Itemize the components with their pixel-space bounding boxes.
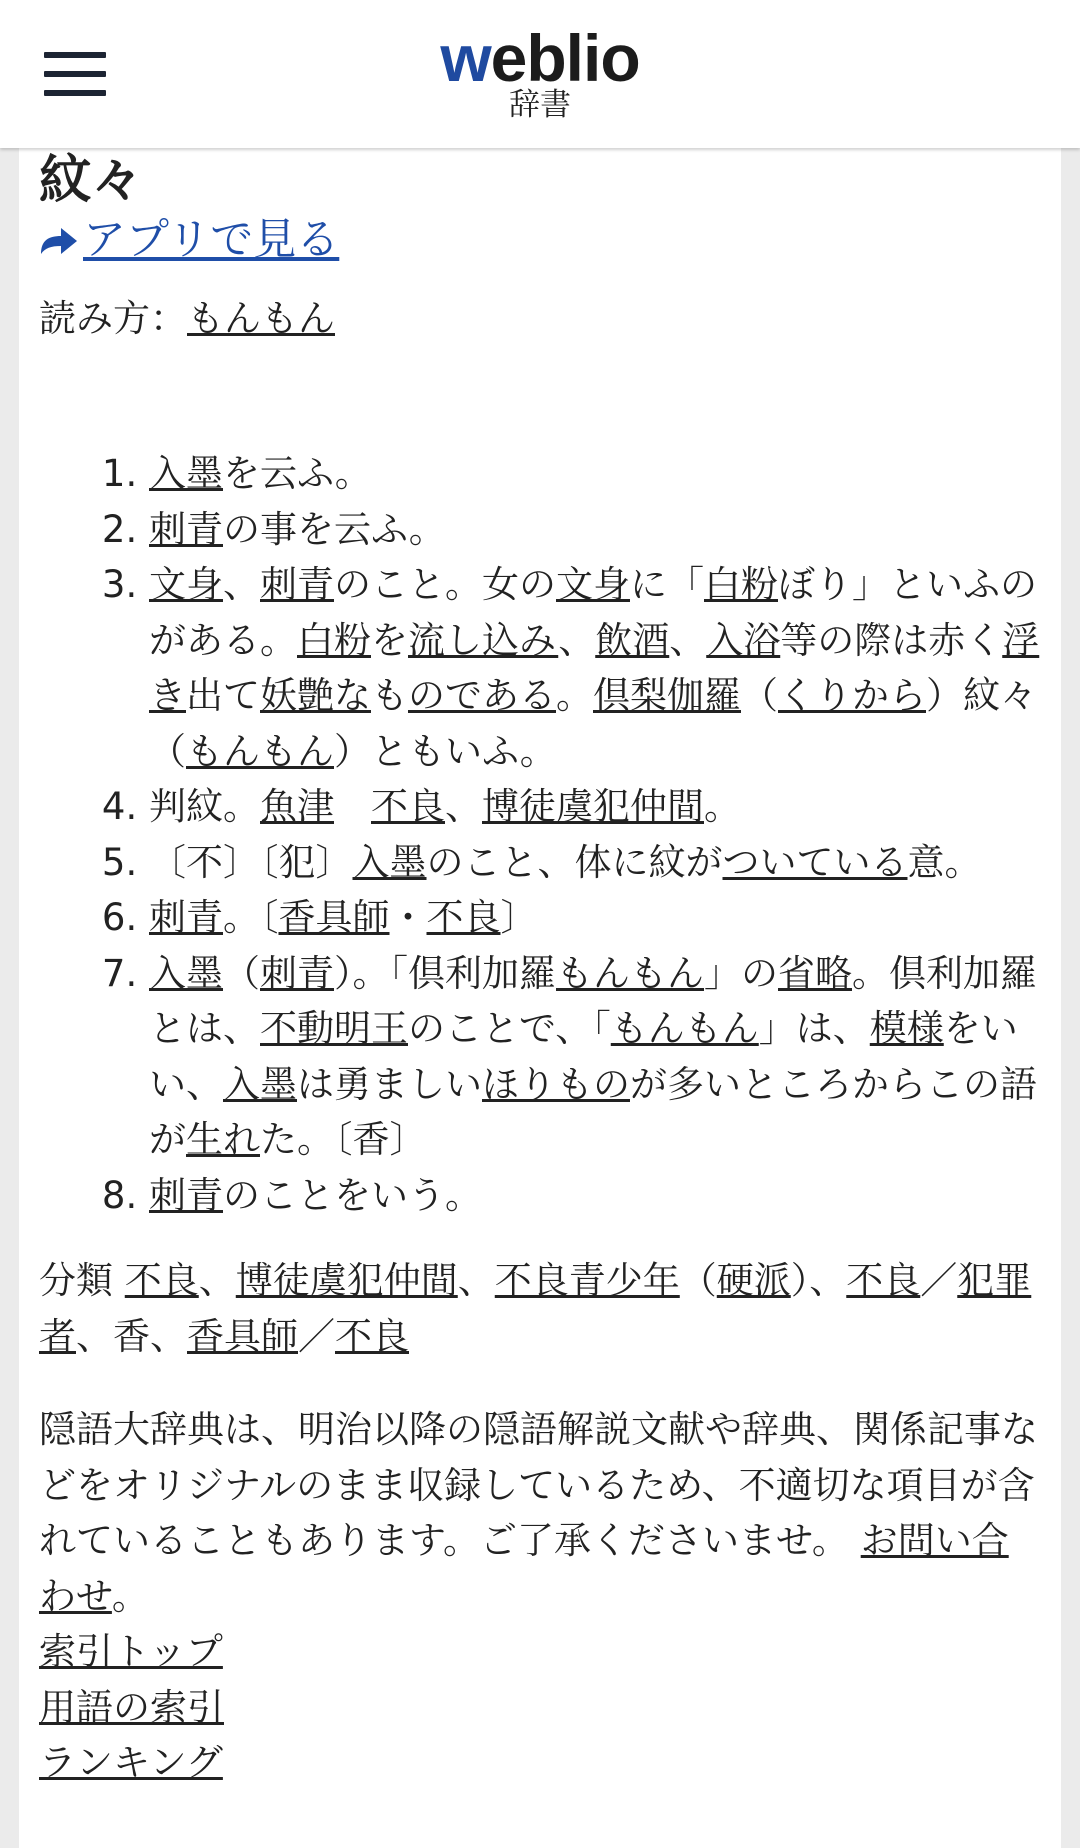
term-link[interactable]: 不良青少年 — [494, 1259, 680, 1302]
term-link[interactable]: 省略 — [778, 951, 852, 995]
term-link[interactable]: 硬派 — [716, 1259, 791, 1302]
term-link[interactable]: 不動明王 — [260, 1007, 408, 1050]
term-link[interactable]: 入墨 — [149, 452, 223, 495]
term-link[interactable]: 浮き — [149, 618, 1040, 717]
term-link[interactable]: 魚津 — [260, 785, 334, 828]
term-link[interactable]: 飲酒 — [595, 618, 670, 662]
text-segment: ）、 — [790, 1259, 847, 1302]
term-link[interactable]: 文身 — [149, 563, 223, 606]
term-link[interactable]: 入墨 — [149, 951, 223, 995]
term-link[interactable]: 不良 — [426, 896, 501, 939]
term-link[interactable]: のである — [408, 674, 556, 717]
text-segment: 等の際は赤く — [780, 618, 1003, 662]
text-segment: 判紋。 — [149, 785, 260, 828]
text-segment — [334, 785, 371, 828]
definition-item — [149, 502, 1041, 558]
text-segment: （ — [223, 951, 260, 995]
text-segment: 、 — [457, 1259, 495, 1302]
category-line — [39, 1253, 1041, 1364]
text-segment: のことで、「 — [408, 1007, 611, 1050]
term-link[interactable]: 刺青 — [149, 1173, 223, 1217]
text-segment: に「 — [630, 563, 704, 606]
text-segment: をいい、 — [149, 1007, 1018, 1106]
text-segment: 」は、 — [758, 1007, 870, 1050]
text-segment: 出て — [186, 674, 260, 717]
text-segment: 、香、 — [76, 1314, 187, 1358]
text-segment: 。 — [704, 785, 741, 828]
text-segment: 、 — [198, 1259, 236, 1302]
entry-content — [19, 148, 1061, 1848]
page-title: 紋々 — [39, 151, 144, 211]
term-link[interactable]: 博徒虞犯仲間 — [482, 785, 704, 828]
text-segment: 。〔 — [223, 896, 279, 939]
text-segment: のこと。女の — [334, 563, 556, 606]
contact-link[interactable]: お問い合わせ — [39, 1519, 1009, 1618]
term-link[interactable]: 妖艶な — [260, 674, 371, 717]
text-segment: ）。「倶利加羅 — [334, 951, 556, 995]
term-link[interactable]: 模様 — [869, 1007, 944, 1050]
text-segment: が多いところからこの語が — [149, 1062, 1037, 1161]
term-index-link[interactable]: 用語の索引 — [39, 1685, 224, 1729]
text-segment: 、 — [445, 785, 482, 828]
term-link[interactable]: 白粉 — [704, 563, 778, 606]
text-segment: 〔不〕〔犯〕 — [149, 840, 353, 884]
text-segment: 、 — [223, 563, 260, 606]
footer-links — [39, 1624, 1041, 1791]
term-link[interactable]: 入墨 — [352, 840, 427, 884]
text-segment: のこと、体に紋が — [426, 840, 723, 884]
ranking-link[interactable]: ランキング — [39, 1741, 223, 1784]
text-segment: を云ふ。 — [223, 452, 372, 495]
term-link[interactable]: ついている — [722, 840, 908, 884]
term-link[interactable]: もんもん — [610, 1007, 759, 1050]
text-segment: た。〔香〕 — [260, 1118, 427, 1161]
text-segment: ぼり」といふのがある。 — [149, 563, 1037, 662]
term-link[interactable]: 不良 — [335, 1314, 409, 1358]
text-segment: 〕 — [500, 896, 538, 939]
text-segment: 、 — [669, 618, 707, 662]
term-link[interactable]: 不良 — [371, 785, 445, 828]
weblio-logo[interactable] — [0, 20, 1080, 122]
text-segment: 意。 — [907, 840, 982, 884]
text-segment: ／ — [920, 1259, 958, 1302]
term-link[interactable]: 犯罪者 — [39, 1259, 1032, 1358]
site-header — [0, 0, 1080, 148]
text-segment: 、 — [558, 618, 596, 662]
logo-subtitle: 辞書 — [509, 87, 571, 123]
definition-item — [149, 446, 1041, 502]
term-link[interactable]: 入墨 — [223, 1062, 297, 1106]
term-link[interactable]: 博徒虞犯仲間 — [235, 1259, 458, 1302]
text-segment: 。 — [556, 674, 593, 717]
open-in-app-label: アプリで見る — [83, 215, 340, 265]
term-link[interactable]: 生れ — [186, 1118, 260, 1161]
term-link[interactable]: 刺青 — [260, 951, 334, 995]
open-in-app-link[interactable] — [39, 212, 1041, 268]
reading — [39, 292, 1041, 346]
term-link[interactable]: 不良 — [846, 1259, 921, 1302]
definition-item — [149, 779, 1041, 835]
definition-item — [149, 1168, 1041, 1224]
disclaimer-text: 隠語大辞典は、明治以降の隠語解説文献や辞典、関係記事などをオリジナルのまま収録しているため、不適切な項目が含れていることもあります。ご了承くださいませ。 — [39, 1408, 1038, 1562]
text-segment: の事を云ふ。 — [223, 507, 446, 551]
term-link[interactable]: 香具師 — [187, 1314, 298, 1358]
definition-item — [149, 835, 1041, 891]
definition-item — [149, 890, 1041, 946]
share-arrow-icon — [39, 226, 79, 256]
term-link[interactable]: 刺青 — [260, 563, 334, 606]
text-segment: ／ — [298, 1314, 335, 1358]
text-segment: も — [371, 674, 408, 717]
text-segment: （ — [679, 1259, 717, 1302]
disclaimer-end: 。 — [111, 1574, 149, 1618]
term-link[interactable]: 倶梨伽羅 — [593, 674, 741, 717]
text-segment: 。倶利加羅とは、 — [149, 951, 1037, 1050]
text-segment: 」の — [704, 951, 778, 995]
term-link[interactable]: 文身 — [556, 563, 630, 606]
term-link[interactable]: もんもん — [556, 951, 704, 995]
definition-item — [149, 946, 1041, 1168]
reading-link[interactable]: もんもん — [187, 297, 335, 340]
text-segment: ・ — [389, 896, 427, 939]
text-segment: を — [371, 618, 408, 662]
term-link[interactable]: くりから — [778, 674, 926, 717]
disclaimer-notice — [39, 1402, 1041, 1624]
term-link[interactable]: 刺青 — [149, 896, 223, 939]
definition-item — [149, 557, 1041, 779]
term-link[interactable]: 入浴 — [706, 618, 781, 662]
term-link[interactable]: 流し込み — [408, 618, 559, 662]
text-segment: は勇ましい — [297, 1062, 482, 1106]
text-segment: ）紋々（ — [149, 674, 1037, 773]
text-segment: （ — [741, 674, 778, 717]
definition-list — [39, 446, 1041, 1223]
reading-label: 読み方： — [39, 297, 187, 340]
term-link[interactable]: 白粉 — [297, 618, 371, 662]
logo-rest: eblio — [490, 21, 640, 95]
term-link[interactable]: もんもん — [186, 729, 334, 773]
text-segment: ）ともいふ。 — [334, 729, 557, 773]
text-segment: 分類 — [39, 1259, 125, 1302]
term-link[interactable]: 不良 — [124, 1259, 199, 1302]
text-segment: のことをいう。 — [223, 1173, 482, 1217]
term-link[interactable]: ほりもの — [482, 1062, 630, 1106]
index-top-link[interactable]: 索引トップ — [39, 1630, 223, 1673]
term-link[interactable]: 刺青 — [149, 507, 223, 551]
logo-w: w — [440, 21, 491, 95]
term-link[interactable]: 香具師 — [278, 896, 390, 939]
